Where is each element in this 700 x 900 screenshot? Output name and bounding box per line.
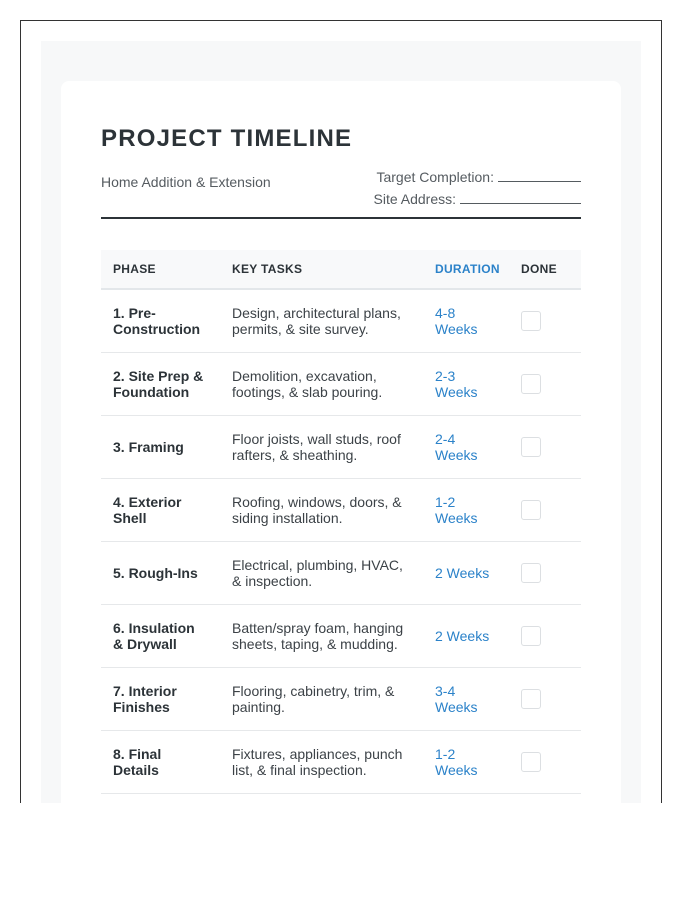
- done-checkbox[interactable]: [521, 689, 541, 709]
- phase-cell: 7. Interior Finishes: [101, 668, 220, 731]
- duration-cell: 2 Weeks: [423, 605, 509, 668]
- site-address-blank[interactable]: [460, 189, 581, 204]
- site-address-field: [374, 188, 582, 210]
- tasks-cell: Flooring, cabinetry, trim, & painting.: [220, 668, 423, 731]
- table-row: [101, 668, 581, 731]
- tasks-cell: Roofing, windows, doors, & siding installation.: [220, 479, 423, 542]
- table-row: [101, 416, 581, 479]
- target-completion-blank[interactable]: [498, 167, 581, 182]
- phase-cell: 2. Site Prep & Foundation: [101, 353, 220, 416]
- duration-cell: 1-2 Weeks: [423, 479, 509, 542]
- duration-cell: 4-8 Weeks: [423, 289, 509, 353]
- header-divider: [101, 217, 581, 219]
- phase-cell: 6. Insulation & Drywall: [101, 605, 220, 668]
- table-row: [101, 605, 581, 668]
- duration-cell: 2 Weeks: [423, 542, 509, 605]
- page-title: PROJECT TIMELINE: [101, 125, 353, 152]
- tasks-cell: Demolition, excavation, footings, & slab pouring.: [220, 353, 423, 416]
- column-header-phase: PHASE: [101, 250, 220, 289]
- duration-cell: 3-4 Weeks: [423, 668, 509, 731]
- tasks-cell: Design, architectural plans, permits, & site survey.: [220, 289, 423, 353]
- duration-cell: 2-3 Weeks: [423, 353, 509, 416]
- table-row: [101, 353, 581, 416]
- column-header-tasks: KEY TASKS: [220, 250, 423, 289]
- timeline-table: [101, 250, 581, 794]
- done-cell: [509, 479, 581, 542]
- done-cell: [509, 542, 581, 605]
- table-row: [101, 289, 581, 353]
- target-completion-label: Target Completion:: [376, 169, 494, 185]
- tasks-cell: Electrical, plumbing, HVAC, & inspection.: [220, 542, 423, 605]
- done-cell: [509, 731, 581, 794]
- column-header-done: DONE: [509, 250, 581, 289]
- duration-cell: 1-2 Weeks: [423, 731, 509, 794]
- table-row: [101, 479, 581, 542]
- tasks-cell: Fixtures, appliances, punch list, & final inspection.: [220, 731, 423, 794]
- phase-cell: 8. Final Details: [101, 731, 220, 794]
- tasks-cell: Floor joists, wall studs, roof rafters, & sheathing.: [220, 416, 423, 479]
- phase-cell: 4. Exterior Shell: [101, 479, 220, 542]
- done-checkbox[interactable]: [521, 500, 541, 520]
- done-checkbox[interactable]: [521, 374, 541, 394]
- done-checkbox[interactable]: [521, 437, 541, 457]
- tasks-cell: Batten/spray foam, hanging sheets, taping, & mudding.: [220, 605, 423, 668]
- phase-cell: 5. Rough-Ins: [101, 542, 220, 605]
- done-checkbox[interactable]: [521, 752, 541, 772]
- duration-cell: 2-4 Weeks: [423, 416, 509, 479]
- table-header-row: [101, 250, 581, 289]
- project-subtitle: Home Addition & Extension: [101, 174, 271, 190]
- done-cell: [509, 416, 581, 479]
- phase-cell: 1. Pre-Construction: [101, 289, 220, 353]
- target-completion-field: [374, 166, 582, 188]
- done-cell: [509, 668, 581, 731]
- done-cell: [509, 353, 581, 416]
- done-checkbox[interactable]: [521, 626, 541, 646]
- page-background: [41, 41, 641, 803]
- done-checkbox[interactable]: [521, 311, 541, 331]
- done-checkbox[interactable]: [521, 563, 541, 583]
- document-frame: [20, 20, 662, 803]
- document-card: [61, 81, 621, 803]
- phase-cell: 3. Framing: [101, 416, 220, 479]
- table-row: [101, 731, 581, 794]
- column-header-duration: DURATION: [423, 250, 509, 289]
- table-row: [101, 542, 581, 605]
- done-cell: [509, 289, 581, 353]
- project-meta-fields: [374, 166, 582, 210]
- done-cell: [509, 605, 581, 668]
- site-address-label: Site Address:: [373, 191, 456, 207]
